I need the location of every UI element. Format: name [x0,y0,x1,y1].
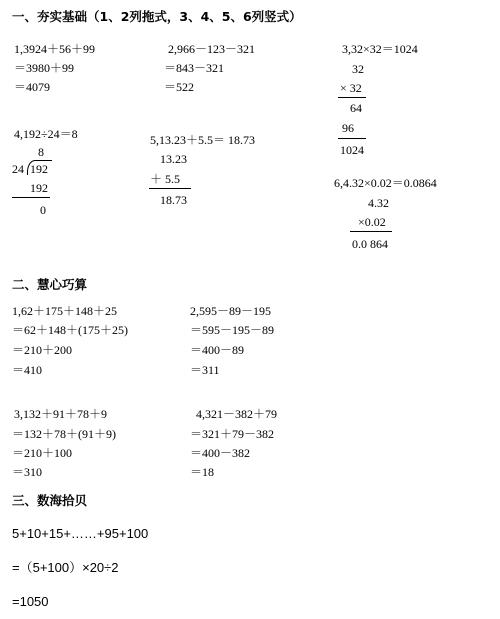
s3-line3: =1050 [12,594,49,609]
s1-p3-partial2: 96 [342,121,354,135]
s2-p3-title: 3,132＋91＋78＋9 [14,407,108,421]
section2-title: 二、慧心巧算 [12,277,88,292]
s1-p5-rule [149,188,191,189]
s1-p4-title: 4,192÷24＝8 [14,127,78,141]
s1-p3-top: 32 [352,62,364,76]
s1-p3-title: 3,32×32＝1024 [342,42,418,56]
s1-p5-top: 13.23 [160,152,187,166]
section1-title: 一、夯实基础（1、2列拖式，3、4、5、6列竖式） [12,9,302,24]
s1-p3-rule2 [338,138,366,139]
s3-line2: =（5+100）×20÷2 [12,560,119,575]
s3-line1: 5+10+15+……+95+100 [12,526,149,541]
s1-p5-result: 18.73 [160,193,187,207]
s1-p2-title: 2,966－123－321 [168,42,256,56]
s2-p3-step2: ＝210＋100 [12,446,73,460]
s2-p3-step3: ＝310 [12,465,43,479]
s1-p6-rule [350,231,392,232]
s1-p4-dividend: 192 [30,162,48,176]
s2-p2-step1: ＝595－195－89 [190,323,275,337]
s2-p2-step3: ＝311 [190,363,220,377]
s1-p4-quotient: 8 [38,145,44,159]
s2-p2-step2: ＝400－89 [190,343,245,357]
s2-p1-title: 1,62＋175＋148＋25 [12,304,118,318]
s1-p1-step2: ＝4079 [14,80,51,94]
s1-p4-divisor: 24 [12,162,24,176]
s2-p2-title: 2,595－89－195 [190,304,272,318]
s2-p4-step1: ＝321＋79－382 [190,427,275,441]
s1-p6-title: 6,4.32×0.02＝0.0864 [334,176,437,190]
s1-p4-remainder: 0 [40,203,46,217]
s1-p3-partial1: 64 [350,101,362,115]
s1-p3-result: 1024 [340,143,364,157]
s1-p1-title: 1,3924＋56＋99 [14,42,96,56]
s1-p5-addend: ＋ 5.5 [150,172,181,186]
s2-p1-step2: ＝210＋200 [12,343,73,357]
s1-p4-product: 192 [30,181,48,195]
s1-p3-multiplier: × 32 [340,81,362,95]
s2-p3-step1: ＝132＋78＋(91＋9) [12,427,116,441]
s2-p1-step3: ＝410 [12,363,43,377]
s2-p4-step2: ＝400－382 [190,446,251,460]
s1-p1-step1: ＝3980＋99 [14,61,75,75]
s1-p2-step1: ＝843－321 [164,61,225,75]
s2-p4-step3: ＝18 [190,465,215,479]
s1-p6-result: 0.0 864 [352,237,388,251]
s1-p4-rule [12,197,50,198]
s2-p4-title: 4,321－382＋79 [196,407,278,421]
s1-p2-step2: ＝522 [164,80,195,94]
s1-p6-top: 4.32 [368,196,389,210]
s1-p3-rule1 [338,97,366,98]
s2-p1-step1: ＝62＋148＋(175＋25) [12,323,128,337]
s1-p6-multiplier: ×0.02 [358,215,386,229]
section3-title: 三、数海拾贝 [12,493,88,508]
s1-p5-title: 5,13.23＋5.5＝ 18.73 [150,133,256,147]
